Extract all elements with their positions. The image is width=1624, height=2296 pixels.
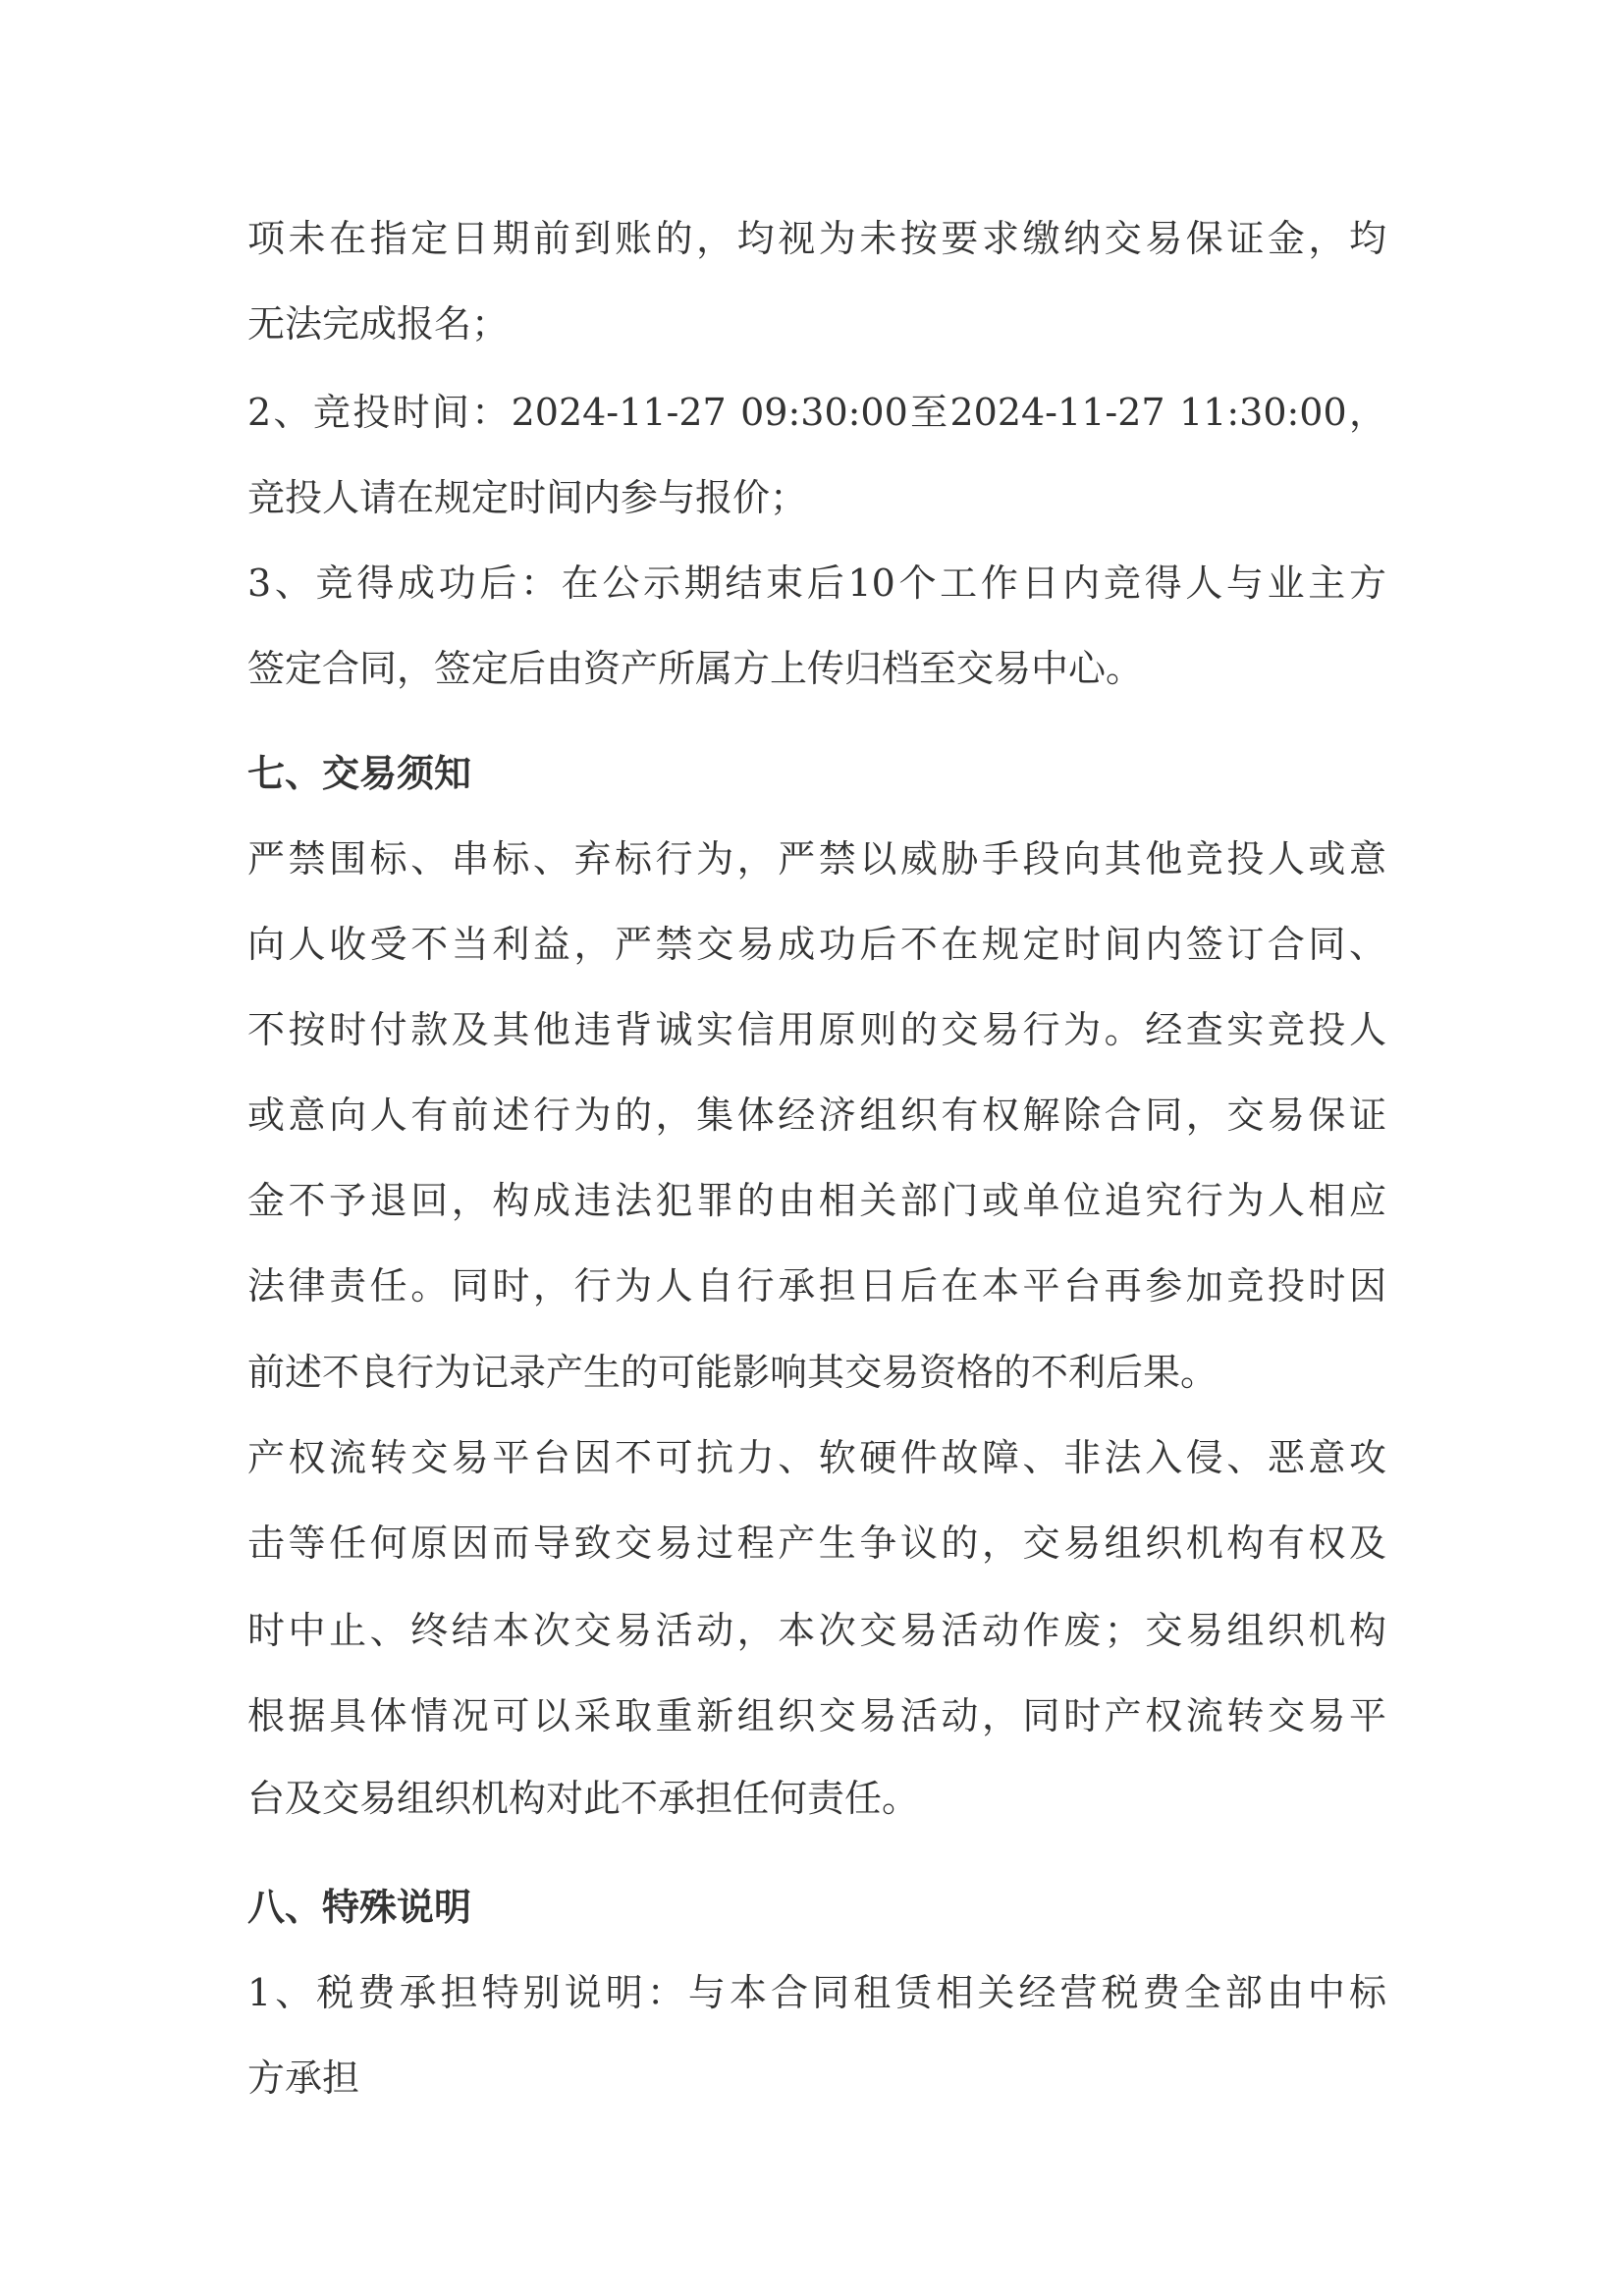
paragraph-line: 3、竞得成功后：在公示期结束后10个工作日内竞得人与业主方 [247, 561, 1386, 605]
paragraph-line: 方承担 [247, 2056, 360, 2100]
paragraph-line: 金不予退回，构成违法犯罪的由相关部门或单位追究行为人相应 [247, 1179, 1386, 1222]
paragraph-line: 不按时付款及其他违背诚实信用原则的交易行为。经查实竞投人 [247, 1008, 1386, 1051]
paragraph-line: 根据具体情况可以采取重新组织交易活动，同时产权流转交易平 [247, 1694, 1386, 1737]
paragraph-line: 时中止、终结本次交易活动，本次交易活动作废；交易组织机构 [247, 1609, 1386, 1652]
section-heading: 八、特殊说明 [247, 1885, 472, 1929]
paragraph-line: 项未在指定日期前到账的，均视为未按要求缴纳交易保证金，均 [247, 217, 1386, 260]
section-heading: 七、交易须知 [247, 751, 472, 795]
paragraph-line: 或意向人有前述行为的，集体经济组织有权解除合同，交易保证 [247, 1094, 1386, 1137]
paragraph-line: 向人收受不当利益，严禁交易成功后不在规定时间内签订合同、 [247, 923, 1386, 966]
paragraph-line: 无法完成报名； [247, 302, 510, 346]
paragraph-line: 签定合同，签定后由资产所属方上传归档至交易中心。 [247, 647, 1144, 690]
paragraph-line: 产权流转交易平台因不可抗力、软硬件故障、非法入侵、恶意攻 [247, 1436, 1386, 1479]
paragraph-line: 2、竞投时间：2024-11-27 09:30:00至2024-11-27 11:30:00， [247, 391, 1386, 434]
paragraph-line: 击等任何原因而导致交易过程产生争议的，交易组织机构有权及 [247, 1522, 1386, 1565]
paragraph-line: 严禁围标、串标、弃标行为，严禁以威胁手段向其他竞投人或意 [247, 837, 1386, 881]
paragraph-line: 法律责任。同时，行为人自行承担日后在本平台再参加竞投时因 [247, 1264, 1386, 1308]
paragraph-line: 1、税费承担特别说明：与本合同租赁相关经营税费全部由中标 [247, 1971, 1386, 2014]
paragraph-line: 竞投人请在规定时间内参与报价； [247, 476, 808, 519]
paragraph-line: 前述不良行为记录产生的可能影响其交易资格的不利后果。 [247, 1351, 1218, 1394]
paragraph-line: 台及交易组织机构对此不承担任何责任。 [247, 1777, 920, 1820]
